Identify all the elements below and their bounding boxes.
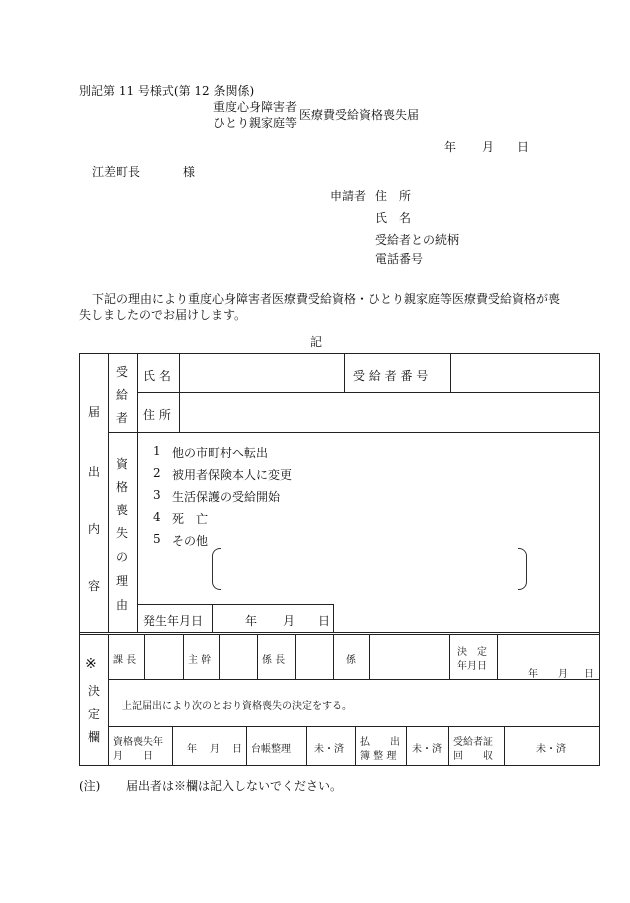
address-label: 住 所 xyxy=(143,408,171,422)
shoken-status[interactable]: 未・済 xyxy=(536,744,566,755)
decision-year: 年 xyxy=(528,669,538,680)
reason-char-4: 失 xyxy=(115,526,128,540)
decision-char-3: 欄 xyxy=(87,730,100,744)
loss-year: 年 xyxy=(187,744,197,755)
reason-char-5: の xyxy=(115,550,128,564)
loss-month: 月 xyxy=(210,744,220,755)
jukyusha-char-3: 者 xyxy=(115,411,128,425)
todoke-char-2: 出 xyxy=(87,465,100,479)
applicant-label: 申請者 xyxy=(330,189,367,203)
page-title: 医療費受給資格喪失届 xyxy=(299,108,420,122)
shoken-label-2: 回 収 xyxy=(453,751,493,762)
reason-char-2: 格 xyxy=(115,480,128,494)
reason-char-3: 喪 xyxy=(115,503,128,517)
body-text-line2: 失しましたのでお届けします。 xyxy=(79,308,247,322)
reason-item-2-text[interactable]: 被用者保険本人に変更 xyxy=(172,468,293,482)
reason-char-7: 由 xyxy=(115,598,128,612)
name-label: 氏 名 xyxy=(143,369,171,383)
recipient-number-label: 受 給 者 番 号 xyxy=(353,369,429,383)
reason-item-1-number: 1 xyxy=(153,444,161,458)
form-number: 別記第 11 号様式(第 12 条関係) xyxy=(79,84,255,98)
title-line1: 重度心身障害者 xyxy=(213,100,298,114)
todoke-char-4: 容 xyxy=(87,579,100,593)
date-year-label: 年 xyxy=(444,140,457,154)
daicho-label: 台帳整理 xyxy=(251,744,291,755)
applicant-name-label: 氏 名 xyxy=(375,211,412,225)
todoke-char-1: 届 xyxy=(87,405,100,419)
reason-item-5-number: 5 xyxy=(153,532,161,546)
jukyusha-char-1: 受 xyxy=(115,365,128,379)
occurrence-day: 日 xyxy=(318,614,331,628)
reason-item-3-text[interactable]: 生活保護の受給開始 xyxy=(172,490,281,504)
date-day-label: 日 xyxy=(517,140,530,154)
daicho-status[interactable]: 未・済 xyxy=(314,744,344,755)
haraidashi-status[interactable]: 未・済 xyxy=(412,744,442,755)
shukan-label: 主 幹 xyxy=(188,655,212,666)
reason-char-6: 理 xyxy=(115,574,128,588)
decision-statement: 上記届出により次のとおり資格喪失の決定をする。 xyxy=(122,701,352,712)
reason-item-2-number: 2 xyxy=(153,466,161,480)
applicant-address-label: 住 所 xyxy=(375,189,412,203)
addressee-suffix: 様 xyxy=(183,165,196,179)
loss-day: 日 xyxy=(232,744,242,755)
occurrence-year: 年 xyxy=(245,614,258,628)
reason-item-4-number: 4 xyxy=(153,510,161,524)
decision-day: 日 xyxy=(584,669,594,680)
reason-item-1-text[interactable]: 他の市町村へ転出 xyxy=(172,446,269,460)
jukyusha-char-2: 給 xyxy=(115,388,128,402)
ki-label: 記 xyxy=(310,335,323,349)
kacho-label: 課 長 xyxy=(113,655,137,666)
applicant-relation-label: 受給者との続柄 xyxy=(375,233,460,247)
shoken-label-1: 受給者証 xyxy=(453,737,493,748)
applicant-phone-label: 電話番号 xyxy=(375,252,424,266)
note-label: (注) xyxy=(79,779,101,793)
decision-char-1: 決 xyxy=(87,684,100,698)
occurrence-month: 月 xyxy=(283,614,296,628)
date-month-label: 月 xyxy=(482,140,495,154)
todoke-char-3: 内 xyxy=(87,522,100,536)
reason-item-3-number: 3 xyxy=(153,488,161,502)
kakaricho-label: 係 長 xyxy=(262,655,286,666)
haraidashi-label-1: 払 出 xyxy=(360,737,400,748)
addressee: 江差町長 xyxy=(92,165,141,179)
decision-month: 月 xyxy=(558,669,568,680)
loss-date-label-2: 月 日 xyxy=(113,751,153,762)
title-line2: ひとり親家庭等 xyxy=(213,116,298,130)
reason-item-4-text[interactable]: 死 亡 xyxy=(172,512,209,526)
haraidashi-label-2: 簿 整 理 xyxy=(360,751,397,762)
loss-date-label-1: 資格喪失年 xyxy=(113,737,163,748)
decision-date-label-1: 決 定 xyxy=(457,647,487,658)
body-text-line1: 下記の理由により重度心身障害者医療費受給資格・ひとり親家庭等医療費受給資格が喪 xyxy=(92,292,561,306)
decision-mark: ※ xyxy=(85,656,97,672)
decision-char-2: 定 xyxy=(87,707,100,721)
note-text: 届出者は※欄は記入しないでください。 xyxy=(126,779,343,793)
occurrence-date-label: 発生年月日 xyxy=(143,614,204,628)
kakari-label: 係 xyxy=(346,655,356,666)
reason-item-5-text[interactable]: その他 xyxy=(172,534,209,548)
decision-date-label-2: 年月日 xyxy=(457,661,487,672)
reason-char-1: 資 xyxy=(115,457,128,471)
